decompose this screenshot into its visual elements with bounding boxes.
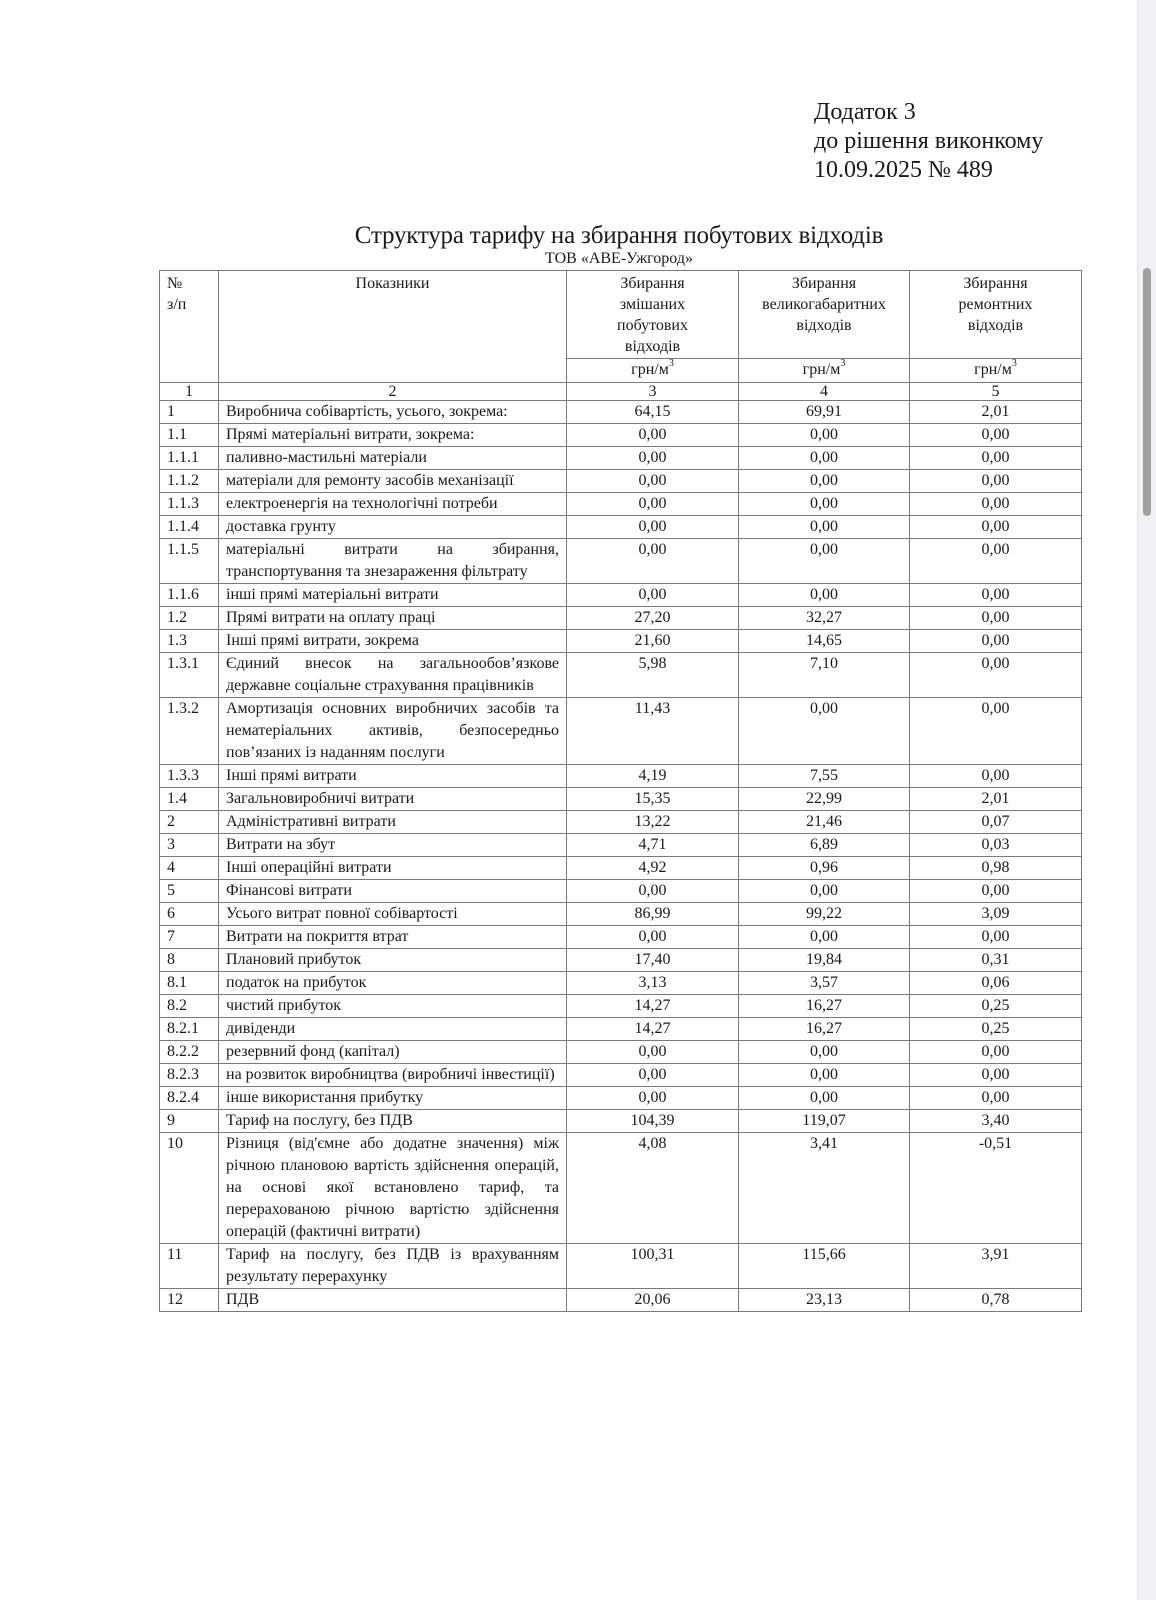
row-number: 1.3 <box>160 630 219 653</box>
row-value-repair: 0,00 <box>910 493 1082 516</box>
row-value-repair: 0,00 <box>910 424 1082 447</box>
row-number: 4 <box>160 857 219 880</box>
header-mixed-waste: Збирання змішаних побутових відходів <box>567 271 739 359</box>
row-number: 1.1.1 <box>160 447 219 470</box>
row-value-bulky: 119,07 <box>739 1110 910 1133</box>
row-number: 12 <box>160 1289 219 1312</box>
row-value-repair: 0,00 <box>910 1041 1082 1064</box>
row-indicator: Виробнича собівартість, усього, зокрема: <box>219 401 567 424</box>
row-value-mixed: 0,00 <box>567 493 739 516</box>
row-value-mixed: 0,00 <box>567 424 739 447</box>
row-number: 1.3.3 <box>160 765 219 788</box>
row-number: 3 <box>160 834 219 857</box>
table-row <box>160 926 1082 949</box>
vertical-scrollbar[interactable] <box>1137 0 1156 1600</box>
unit-superscript: 3 <box>840 358 846 369</box>
row-value-mixed: 4,92 <box>567 857 739 880</box>
unit-superscript: 3 <box>668 358 674 369</box>
table-row <box>160 401 1082 424</box>
row-number: 1.4 <box>160 788 219 811</box>
unit-superscript: 3 <box>1011 358 1017 369</box>
row-value-mixed: 0,00 <box>567 516 739 539</box>
row-indicator: доставка грунту <box>219 516 567 539</box>
row-value-bulky: 0,00 <box>739 1064 910 1087</box>
row-indicator: Витрати на покриття втрат <box>219 926 567 949</box>
row-number: 5 <box>160 880 219 903</box>
row-number: 1.1.3 <box>160 493 219 516</box>
row-value-mixed: 0,00 <box>567 447 739 470</box>
row-indicator: Адміністративні витрати <box>219 811 567 834</box>
table-row <box>160 880 1082 903</box>
table-row <box>160 811 1082 834</box>
row-indicator: Фінансові витрати <box>219 880 567 903</box>
table-row <box>160 1018 1082 1041</box>
annex-number: Додаток 3 <box>814 99 916 125</box>
row-value-repair: 0,00 <box>910 1064 1082 1087</box>
table-row <box>160 1041 1082 1064</box>
row-value-bulky: 0,00 <box>739 493 910 516</box>
row-value-repair: 0,00 <box>910 698 1082 765</box>
annex-decision: до рішення виконкому <box>814 128 1044 154</box>
row-value-repair: 2,01 <box>910 401 1082 424</box>
column-index-row <box>160 383 1082 401</box>
row-value-repair: 0,98 <box>910 857 1082 880</box>
company-name: ТОВ «АВЕ-Ужгород» <box>545 250 693 267</box>
row-value-bulky: 0,00 <box>739 516 910 539</box>
row-indicator: матеріали для ремонту засобів механізації <box>219 470 567 493</box>
row-value-bulky: 0,00 <box>739 1041 910 1064</box>
row-value-bulky: 0,96 <box>739 857 910 880</box>
row-number: 10 <box>160 1133 219 1244</box>
row-value-repair: 0,00 <box>910 926 1082 949</box>
row-value-bulky: 115,66 <box>739 1244 910 1289</box>
row-value-bulky: 16,27 <box>739 995 910 1018</box>
row-indicator: чистий прибуток <box>219 995 567 1018</box>
row-value-mixed: 3,13 <box>567 972 739 995</box>
header-number-line2: з/п <box>167 296 187 313</box>
row-value-repair: -0,51 <box>910 1133 1082 1244</box>
row-number: 9 <box>160 1110 219 1133</box>
row-value-bulky: 3,57 <box>739 972 910 995</box>
row-value-bulky: 23,13 <box>739 1289 910 1312</box>
row-value-repair: 3,09 <box>910 903 1082 926</box>
row-number: 1.3.1 <box>160 653 219 698</box>
row-value-bulky: 21,46 <box>739 811 910 834</box>
row-number: 8.2.2 <box>160 1041 219 1064</box>
row-value-repair: 0,00 <box>910 470 1082 493</box>
row-value-mixed: 4,19 <box>567 765 739 788</box>
row-value-bulky: 0,00 <box>739 584 910 607</box>
row-value-mixed: 0,00 <box>567 1087 739 1110</box>
row-value-bulky: 99,22 <box>739 903 910 926</box>
row-value-repair: 0,03 <box>910 834 1082 857</box>
header-bulky-waste: Збирання великогабаритних відходів <box>739 271 910 359</box>
unit-label: грн/м <box>974 361 1012 378</box>
row-value-repair: 0,00 <box>910 516 1082 539</box>
row-number: 8.2 <box>160 995 219 1018</box>
row-value-bulky: 32,27 <box>739 607 910 630</box>
row-value-mixed: 27,20 <box>567 607 739 630</box>
row-indicator: податок на прибуток <box>219 972 567 995</box>
table-row <box>160 447 1082 470</box>
row-number: 1 <box>160 401 219 424</box>
row-indicator: Інші прямі витрати <box>219 765 567 788</box>
row-number: 1.1 <box>160 424 219 447</box>
row-value-mixed: 0,00 <box>567 926 739 949</box>
row-value-mixed: 0,00 <box>567 584 739 607</box>
row-value-mixed: 104,39 <box>567 1110 739 1133</box>
row-value-mixed: 64,15 <box>567 401 739 424</box>
row-value-repair: 0,00 <box>910 584 1082 607</box>
annex-date-number: 10.09.2025 № 489 <box>814 157 993 183</box>
row-number: 1.1.5 <box>160 539 219 584</box>
row-value-mixed: 14,27 <box>567 1018 739 1041</box>
row-indicator: електроенергія на технологічні потреби <box>219 493 567 516</box>
row-indicator: Плановий прибуток <box>219 949 567 972</box>
row-value-bulky: 6,89 <box>739 834 910 857</box>
table-row <box>160 653 1082 698</box>
row-value-bulky: 7,55 <box>739 765 910 788</box>
row-indicator: матеріальні витрати на збирання, транспортування та знезараження фільтрату <box>219 539 567 584</box>
table-row <box>160 972 1082 995</box>
header-number <box>160 271 219 383</box>
table-row <box>160 1110 1082 1133</box>
row-number: 6 <box>160 903 219 926</box>
row-value-repair: 0,00 <box>910 447 1082 470</box>
row-number: 8.2.3 <box>160 1064 219 1087</box>
row-value-mixed: 20,06 <box>567 1289 739 1312</box>
row-indicator: ПДВ <box>219 1289 567 1312</box>
row-value-repair: 0,06 <box>910 972 1082 995</box>
row-value-repair: 0,00 <box>910 1087 1082 1110</box>
column-index: 5 <box>910 383 1082 401</box>
table-row <box>160 1244 1082 1289</box>
row-value-mixed: 100,31 <box>567 1244 739 1289</box>
row-value-repair: 0,00 <box>910 765 1082 788</box>
row-value-mixed: 11,43 <box>567 698 739 765</box>
row-indicator: Амортизація основних виробничих засобів та нематеріальних активів, безпосередньо пов’язаних із наданням послуги <box>219 698 567 765</box>
unit-repair <box>910 359 1082 383</box>
header-repair-waste: Збирання ремонтних відходів <box>910 271 1082 359</box>
row-value-bulky: 3,41 <box>739 1133 910 1244</box>
row-indicator: паливно-мастильні матеріали <box>219 447 567 470</box>
row-number: 1.1.2 <box>160 470 219 493</box>
table-row <box>160 949 1082 972</box>
row-value-repair: 0,25 <box>910 995 1082 1018</box>
column-index: 2 <box>219 383 567 401</box>
row-value-bulky: 22,99 <box>739 788 910 811</box>
row-value-repair: 3,91 <box>910 1244 1082 1289</box>
row-number: 2 <box>160 811 219 834</box>
table-row <box>160 1133 1082 1244</box>
row-indicator: на розвиток виробництва (виробничі інвестиції) <box>219 1064 567 1087</box>
row-value-mixed: 21,60 <box>567 630 739 653</box>
scrollbar-thumb[interactable] <box>1143 268 1151 516</box>
column-index: 3 <box>567 383 739 401</box>
table-row <box>160 995 1082 1018</box>
row-indicator: Інші прямі витрати, зокрема <box>219 630 567 653</box>
row-indicator: Тариф на послугу, без ПДВ <box>219 1110 567 1133</box>
row-value-mixed: 5,98 <box>567 653 739 698</box>
table-row <box>160 903 1082 926</box>
row-value-repair: 0,07 <box>910 811 1082 834</box>
row-number: 8 <box>160 949 219 972</box>
row-value-mixed: 0,00 <box>567 470 739 493</box>
row-number: 1.1.6 <box>160 584 219 607</box>
row-value-bulky: 0,00 <box>739 470 910 493</box>
table-row <box>160 857 1082 880</box>
column-index: 1 <box>160 383 219 401</box>
row-indicator: Єдиний внесок на загальнообов’язкове державне соціальне страхування працівників <box>219 653 567 698</box>
tariff-structure-table <box>159 270 1082 1312</box>
row-value-bulky: 0,00 <box>739 447 910 470</box>
unit-label: грн/м <box>802 361 841 378</box>
row-number: 11 <box>160 1244 219 1289</box>
row-value-repair: 0,00 <box>910 880 1082 903</box>
row-value-mixed: 86,99 <box>567 903 739 926</box>
row-value-mixed: 0,00 <box>567 1041 739 1064</box>
row-value-repair: 0,31 <box>910 949 1082 972</box>
row-value-repair: 0,00 <box>910 607 1082 630</box>
row-value-repair: 2,01 <box>910 788 1082 811</box>
annex-header <box>814 98 1043 185</box>
row-indicator: Різниця (від'ємне або додатне значення) між річною плановою вартість здійснення операцій, на основі якої встановлено тариф, та перерахованою річною вартістю здійснення операцій (фактичні витрати) <box>219 1133 567 1244</box>
row-value-repair: 0,00 <box>910 539 1082 584</box>
row-value-mixed: 4,71 <box>567 834 739 857</box>
row-number: 8.2.1 <box>160 1018 219 1041</box>
row-number: 1.1.4 <box>160 516 219 539</box>
row-indicator: Прямі матеріальні витрати, зокрема: <box>219 424 567 447</box>
row-indicator: Витрати на збут <box>219 834 567 857</box>
row-value-mixed: 13,22 <box>567 811 739 834</box>
row-value-repair: 3,40 <box>910 1110 1082 1133</box>
table-row <box>160 516 1082 539</box>
unit-mixed <box>567 359 739 383</box>
row-value-bulky: 0,00 <box>739 880 910 903</box>
table-row <box>160 630 1082 653</box>
row-value-bulky: 14,65 <box>739 630 910 653</box>
row-number: 8.2.4 <box>160 1087 219 1110</box>
column-index: 4 <box>739 383 910 401</box>
row-indicator: інші прямі матеріальні витрати <box>219 584 567 607</box>
row-value-repair: 0,00 <box>910 653 1082 698</box>
table-row <box>160 1064 1082 1087</box>
row-value-bulky: 16,27 <box>739 1018 910 1041</box>
row-value-repair: 0,25 <box>910 1018 1082 1041</box>
row-value-repair: 0,00 <box>910 630 1082 653</box>
row-value-bulky: 19,84 <box>739 949 910 972</box>
row-indicator: Прямі витрати на оплату праці <box>219 607 567 630</box>
table-row <box>160 493 1082 516</box>
row-indicator: дивіденди <box>219 1018 567 1041</box>
table-row <box>160 834 1082 857</box>
row-value-bulky: 0,00 <box>739 1087 910 1110</box>
document-title: Структура тарифу на збирання побутових відходів <box>354 222 884 249</box>
table-row <box>160 1087 1082 1110</box>
table-row <box>160 1289 1082 1312</box>
table-row <box>160 424 1082 447</box>
row-value-bulky: 7,10 <box>739 653 910 698</box>
row-value-mixed: 0,00 <box>567 539 739 584</box>
table-row <box>160 607 1082 630</box>
header-number-line1: № <box>167 275 183 292</box>
table-row <box>160 765 1082 788</box>
row-indicator: Загальновиробничі витрати <box>219 788 567 811</box>
header-indicator: Показники <box>219 271 567 383</box>
row-indicator: Усього витрат повної собівартості <box>219 903 567 926</box>
row-value-bulky: 0,00 <box>739 539 910 584</box>
row-number: 1.3.2 <box>160 698 219 765</box>
table-row <box>160 584 1082 607</box>
row-number: 7 <box>160 926 219 949</box>
row-value-bulky: 0,00 <box>739 424 910 447</box>
row-value-mixed: 15,35 <box>567 788 739 811</box>
row-value-repair: 0,78 <box>910 1289 1082 1312</box>
row-value-bulky: 0,00 <box>739 698 910 765</box>
row-value-mixed: 14,27 <box>567 995 739 1018</box>
row-indicator: Тариф на послугу, без ПДВ із врахуванням результату перерахунку <box>219 1244 567 1289</box>
row-number: 8.1 <box>160 972 219 995</box>
row-indicator: інше використання прибутку <box>219 1087 567 1110</box>
row-value-mixed: 4,08 <box>567 1133 739 1244</box>
row-indicator: резервний фонд (капітал) <box>219 1041 567 1064</box>
table-row <box>160 698 1082 765</box>
row-value-mixed: 0,00 <box>567 880 739 903</box>
table-row <box>160 539 1082 584</box>
row-indicator: Інші операційні витрати <box>219 857 567 880</box>
row-value-mixed: 0,00 <box>567 1064 739 1087</box>
row-value-bulky: 0,00 <box>739 926 910 949</box>
unit-label: грн/м <box>631 361 669 378</box>
row-value-bulky: 69,91 <box>739 401 910 424</box>
row-value-mixed: 17,40 <box>567 949 739 972</box>
table-row <box>160 470 1082 493</box>
table-row <box>160 788 1082 811</box>
unit-bulky <box>739 359 910 383</box>
row-number: 1.2 <box>160 607 219 630</box>
